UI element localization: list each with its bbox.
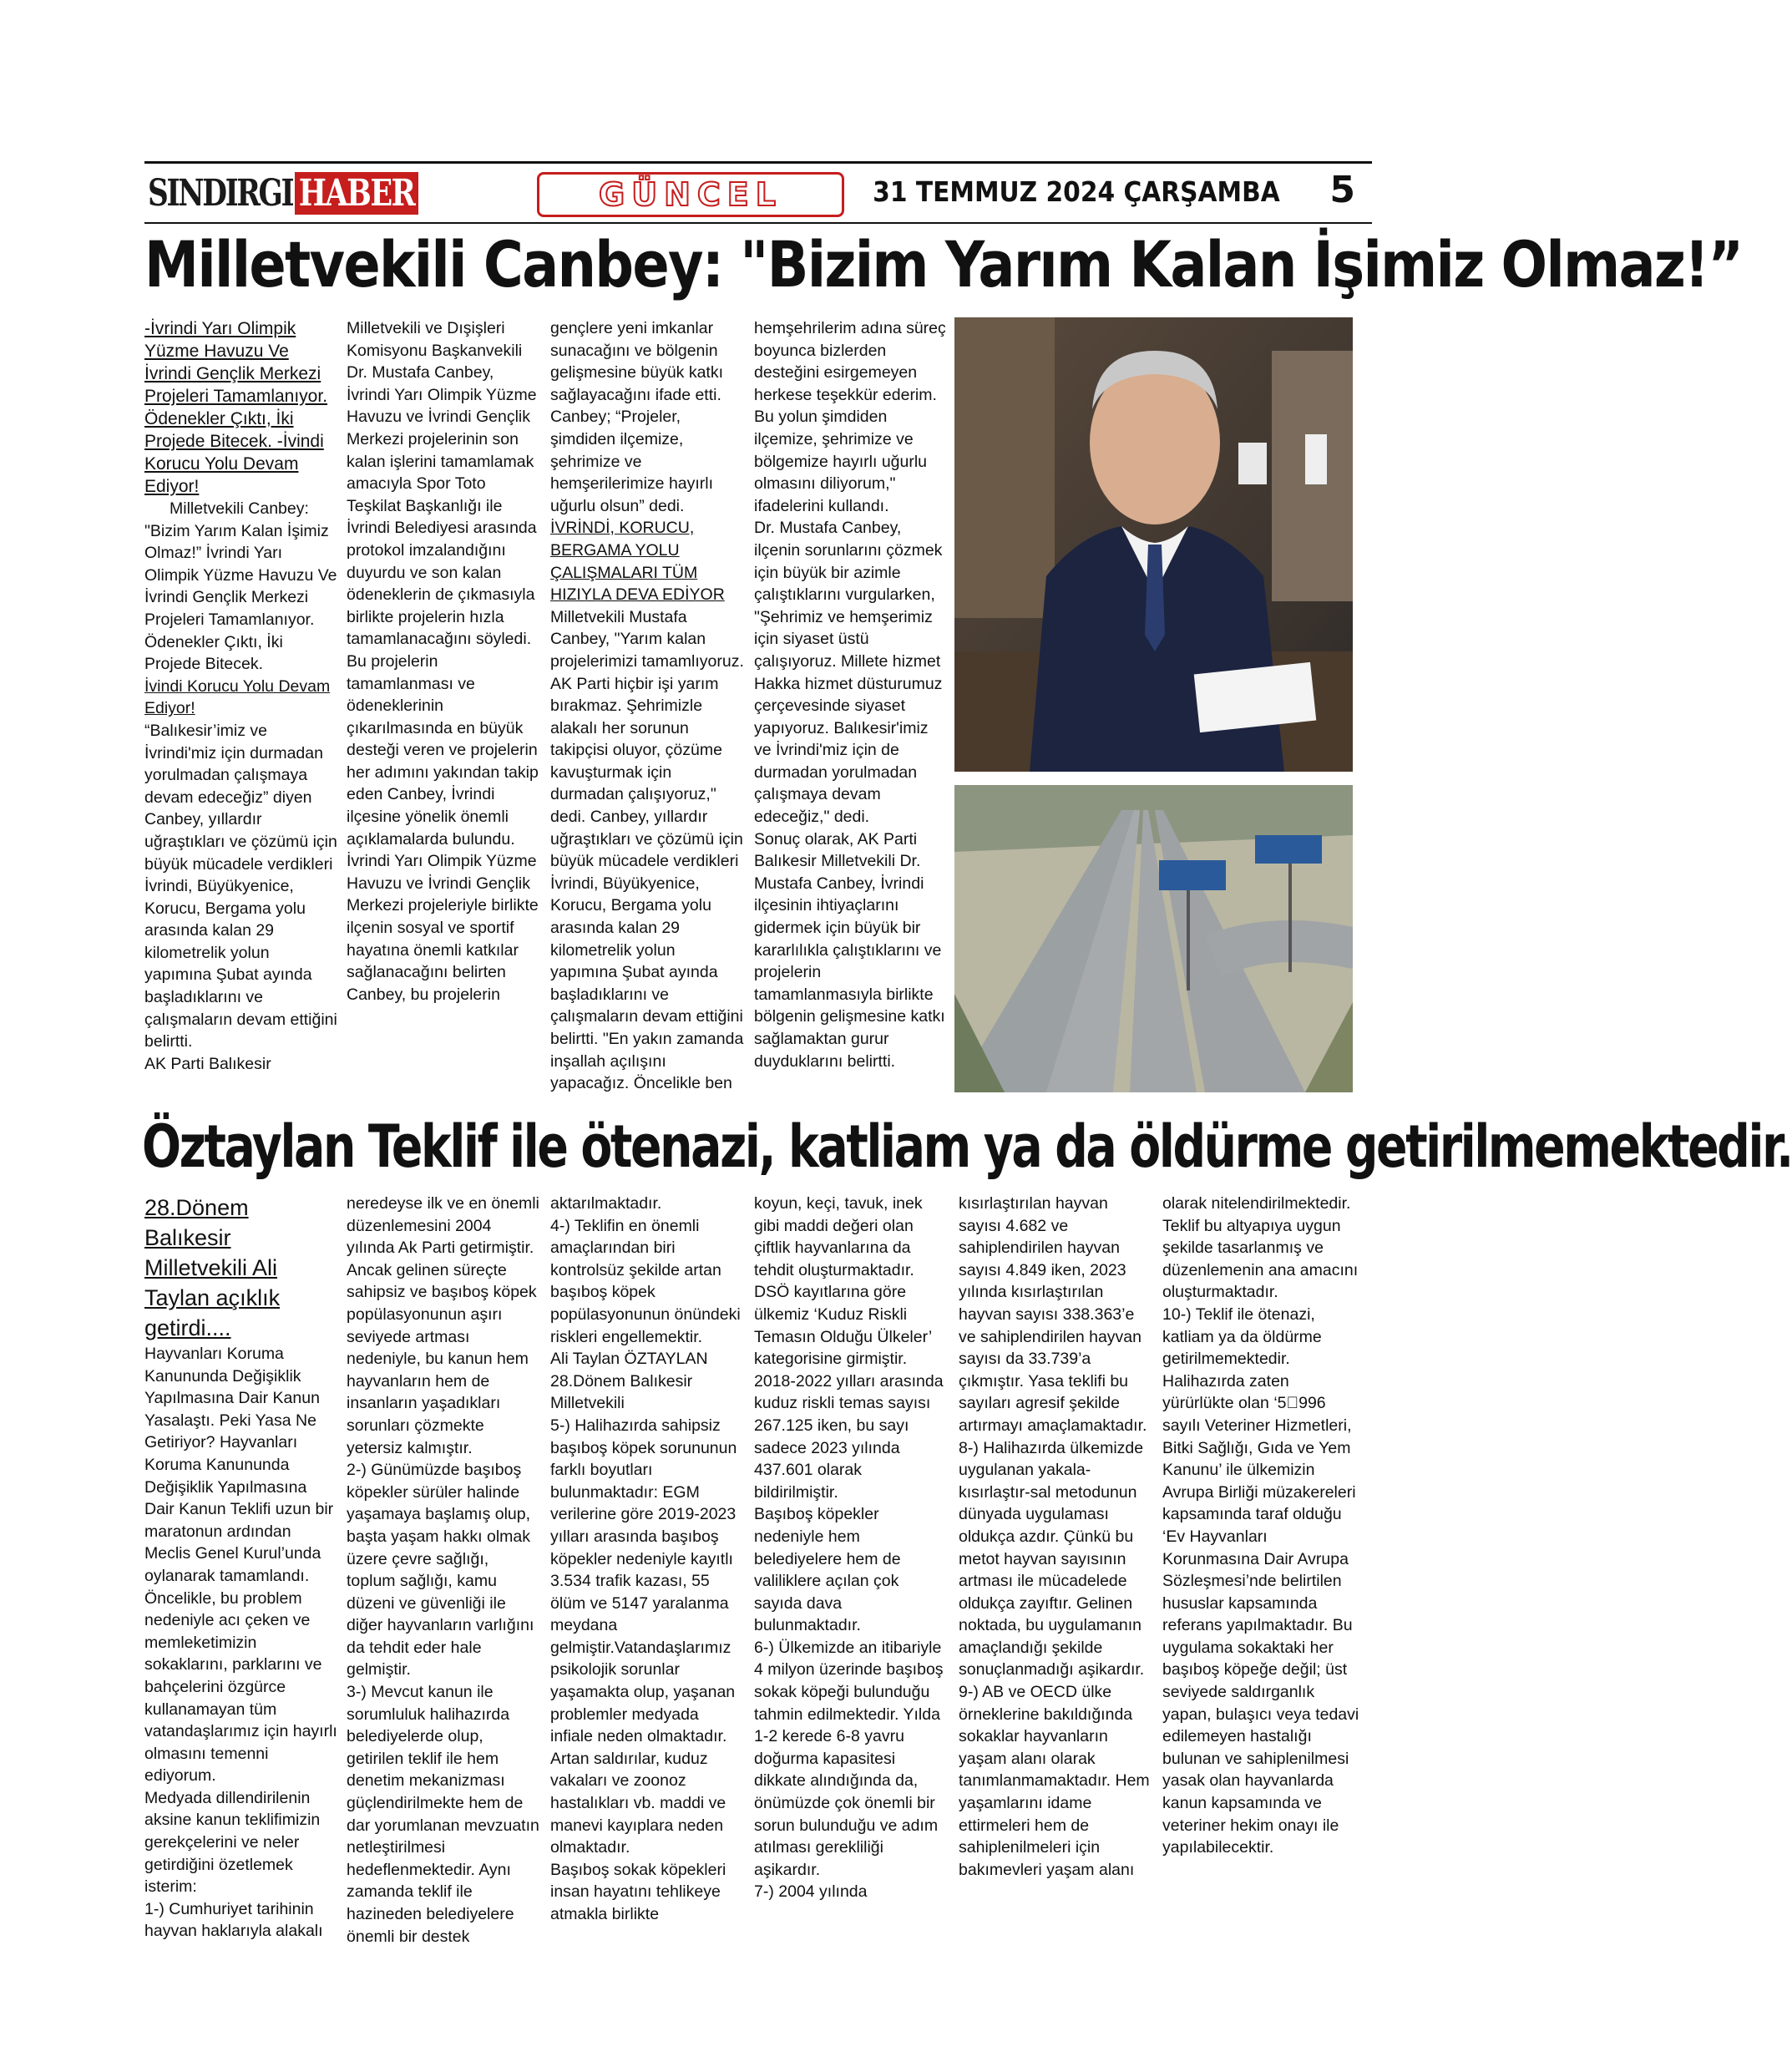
newspaper-logo — [148, 170, 449, 215]
paragraph: 4-) Teklifin en önemli amaçlarından biri kontrolsüz şekilde artan başıboş köpek popülasyonunun önündeki riskleri engellemektir. — [550, 1216, 741, 1346]
portrait-photo — [954, 317, 1353, 772]
article2-column-5 — [959, 1193, 1152, 1881]
article1-headline: Milletvekili Canbey: "Bizim Yarım Kalan İşimiz Olmaz!” — [144, 227, 1743, 301]
paragraph: Sonuç olarak, AK Parti Balıkesir Milletvekili Dr. Mustafa Canbey, İvrindi ilçesinin ihtiyaçlarını gidermek için büyük bir kararlılıkla çalıştıklarını ve projelerin tamamlanmasıyla birlikte bölgenin gelişmesine katkı sağlamaktan gurur duyduklarını belirtti. — [754, 829, 945, 1071]
logo-part2: HABER — [295, 172, 418, 215]
paragraph: Teklif bu altyapıya uygun şekilde tasarlanmış ve düzenlemenin ana amacını oluşturmaktadır. — [1162, 1216, 1359, 1302]
paragraph: 6-) Ülkemizde an itibariyle 4 milyon üzerinde başıboş sokak köpeği bulunduğu tahmin edilmektedir. Yılda 1-2 kerede 6-8 yavru doğurma kapasitesi dikkate alındığında da, önümüzde çok önemli bir sorun bulunduğu ve adım atılması gerekliliği aşikardır. — [754, 1638, 944, 1879]
paragraph: -İvrindi Yarı Olimpik Yüzme Havuzu Ve İvrindi Gençlik Merkezi Projeleri Tamamlanıyor. Ödenekler Çıktı, İki Projede Bitecek. -İvindi Korucu Yolu Devam Ediyor! — [144, 319, 328, 496]
paragraph: İVRİNDİ, KORUCU, BERGAMA YOLU ÇALIŞMALARI TÜM HIZIYLA DEVA EDİYOR — [550, 519, 725, 605]
section-label: GÜNCEL — [599, 176, 782, 213]
paragraph: koyun, keçi, tavuk, inek gibi maddi değeri olan çiftlik hayvanlarına da tehdit oluşturmaktadır. — [754, 1194, 923, 1279]
paragraph: gençlere yeni imkanlar sunacağını ve bölgenin gelişmesine büyük katkı sağlayacağını ifade etti. Canbey; “Projeler, şimdiden ilçemize, şehrimize ve hemşerilerimize hayırlı uğurlu olsun” dedi. — [550, 319, 724, 515]
paragraph: Milletvekili Canbey: "Bizim Yarım Kalan İşimiz Olmaz!” İvrindi Yarı Olimpik Yüzme Havuzu Ve İvrindi Gençlik Merkezi Projeleri Tamamlanıyor. Ödenekler Çıktı, İki Projede Bitecek. — [144, 499, 337, 674]
paragraph: kısırlaştırılan hayvan sayısı 4.682 ve sahiplendirilen hayvan sayısı 4.849 iken, 2023 yılında kısırlaştırılan hayvan sayısı 338.363’e ve sahiplendirilen hayvan sayısı da 33.739’a çıkmıştır. Yasa teklifi bu sayıları agresif şekilde artırmayı amaçlamaktadır. — [959, 1194, 1147, 1435]
section-badge — [537, 172, 844, 217]
paragraph: Hayvanları Koruma Kanununda Değişiklik Yapılmasına Dair Kanun Yasalaştı. Peki Yasa Ne Getiriyor? Hayvanları Koruma Kanununda Değişiklik Yapılmasına Dair Kanun Teklifi uzun bir maratonun ardından Meclis Genel Kurul’unda oylanarak tamamlandı. Öncelikle, bu problem nedeniyle acı çeken ve memleketimizin sokaklarını, parklarını ve bahçelerini özgürce kullanamayan tüm vatandaşlarımız için hayırlı olmasını temenni ediyorum. — [144, 1345, 337, 1786]
article2-headline: Öztaylan Teklif ile ötenazi, katliam ya da öldürme getirilmemektedir. — [142, 1112, 1792, 1181]
paragraph: Milletvekili Mustafa Canbey, "Yarım kalan projelerimizi tamamlıyoruz. AK Parti hiçbir işi yarım bırakmaz. Şehrimizle alakalı her sorunun takipçisi oluyor, çözüme kavuşturmak için durmadan çalışıyoruz," dedi. Canbey, yıllardır uğraştıkları ve çözümü için büyük mücadele verdikleri İvrindi, Büyükyenice, Korucu, Bergama yolu arasında kalan 29 kilometrelik yolun yapımına Şubat ayında başladıklarını ve çalışmaların devam ettiğini belirtti. "En yakın zamanda inşallah açılışını yapacağız. Öncelikle ben — [550, 607, 744, 1093]
paragraph: Başıboş sokak köpekleri insan hayatını tehlikeye atmakla birlikte — [550, 1860, 726, 1923]
paragraph: Bu projelerin tamamlanması ve ödeneklerinin çıkarılmasında en büyük desteği veren ve projelerin her adımını yakından takip eden Canbey, İvrindi ilçesine yönelik önemli açıklamalarda bulundu. — [347, 651, 539, 849]
page-number: 5 — [1329, 169, 1355, 211]
paragraph: Ali Taylan ÖZTAYLAN 28.Dönem Balıkesir Milletvekili — [550, 1350, 708, 1413]
paragraph: 1-) Cumhuriyet tarihinin hayvan haklarıyla alakalı — [144, 1899, 323, 1941]
paragraph: olarak nitelendirilmektedir. — [1162, 1194, 1351, 1213]
article2-column-1 — [144, 1193, 338, 1943]
article2-column-4 — [754, 1193, 948, 1903]
paragraph: Artan saldırılar, kuduz vakaları ve zoonoz hastalıkları vb. maddi ve manevi kayıplara neden olmaktadır. — [550, 1749, 726, 1857]
paragraph: Dr. Mustafa Canbey, ilçenin sorunlarını çözmek için büyük bir azimle çalıştıklarını vurgularken, "Şehrimiz ve hemşerimiz için siyaset üstü çalışıyoruz. Millete hizmet Hakka hizmet düsturumuz çerçevesinde siyaset yapıyoruz. Balıkesir'imiz ve İvrindi'miz için de durmadan yorulmadan çalışmaya devam edeceğiz," dedi. — [754, 519, 943, 827]
article2-column-3 — [550, 1193, 744, 1926]
paragraph: hemşehrilerim adına süreç boyunca bizlerden desteğini esirgemeyen herkese teşekkür ederim. Bu yolun şimdiden ilçemize, şehrimize ve bölgemize hayırlı uğurlu olmasını diliyorum," ifadelerini kullandı. — [754, 319, 946, 515]
paragraph: 3-) Mevcut kanun ile sorumluluk halihazırda belediyelerde olup, getirilen teklif ile hem denetim mekanizması güçlendirilmekte hem de dar yorumlanan mevzuatın netleştirilmesi hedeflenmektedir. Aynı zamanda teklif ile hazineden belediyelere önemli bir destek — [347, 1683, 539, 1946]
article1-column-4 — [754, 317, 948, 1072]
paragraph: Başıboş köpekler nedeniyle hem belediyelere hem de valiliklere açılan çok sayıda dava bulunmaktadır. — [754, 1505, 901, 1635]
paragraph: 10-) Teklif ile ötenazi, katliam ya da öldürme getirilmemektedir. — [1162, 1304, 1322, 1369]
paragraph: 5-) Halihazırda sahipsiz başıboş köpek sorununun farklı boyutları bulunmaktadır: EGM verilerine göre 2019-2023 yılları arasında başıboş köpekler nedeniyle kayıtlı 3.534 trafik kazası, 55 ölüm ve 5147 yaralanma meydana gelmiştir.Vatandaşlarımız psikolojik sorunlar yaşamakta olup, yaşanan problemler medyada infiale neden olmaktadır. — [550, 1416, 737, 1746]
logo-part1: SINDIRGI — [148, 171, 293, 215]
paragraph: 28.Dönem Balıkesir Milletvekili Ali Taylan açıklık getirdi.... — [144, 1195, 281, 1340]
paragraph: 9-) AB ve OECD ülke örneklerine bakıldığında sokaklar hayvanların yaşam alanı olarak tanımlanmamaktadır. Hem yaşamlarını idame ettirmeleri hem de sahiplenilmeleri için bakımevleri yaşam alanı — [959, 1683, 1150, 1879]
paragraph: 7-) 2004 yılında — [754, 1882, 868, 1902]
issue-date: 31 TEMMUZ 2024 ÇARŞAMBA — [873, 175, 1280, 208]
paragraph: İvindi Korucu Yolu Devam Ediyor! — [144, 676, 331, 718]
article1-column-2 — [347, 317, 540, 1006]
paragraph: “Balıkesir’imiz ve İvrindi'miz için durmadan yorulmadan çalışmaya devam edeceğiz” diyen Canbey, yıllardır uğraştıkları ve çözümü için büyük mücadele verdikleri İvrindi, Büyükyenice, Korucu, Bergama yolu arasında kalan 29 kilometrelik yolun yapımına Şubat ayında başladıklarını ve çalışmaların devam ettiğini belirtti. — [144, 721, 337, 1051]
paragraph: 8-) Halihazırda ülkemizde uygulanan yakala-kısırlaştır-sal metodunun dünyada uygulaması oldukça azdır. Çünkü bu metot hayvan sayısının artması ile mücadelede oldukça zayıftır. Gelinen noktada, bu uygulamanın amaçlandığı şekilde sonuçlanmadığı aşikardır. — [959, 1438, 1145, 1679]
article2-column-6 — [1162, 1193, 1363, 1859]
paragraph: aktarılmaktadır. — [550, 1194, 662, 1213]
paragraph: Medyada dillendirilenin aksine kanun teklifimizin gerekçelerini ve neler getirdiğini özetlemek isterim: — [144, 1788, 321, 1897]
article2-column-2 — [347, 1193, 540, 1948]
portrait-illustration — [954, 317, 1353, 772]
article1-column-1 — [144, 317, 338, 1075]
highway-photo — [954, 785, 1353, 1092]
paragraph: AK Parti Balıkesir — [144, 1054, 271, 1073]
paragraph: Milletvekili ve Dışişleri Komisyonu Başkanvekili Dr. Mustafa Canbey, İvrindi Yarı Olimpik Yüzme Havuzu ve İvrindi Gençlik Merkezi projelerinin son kalan işlerini tamamlamak amacıyla Spor Toto Teşkilat Başkanlığı ile İvrindi Belediyesi arasında protokol imzalandığını duyurdu ve son kalan ödeneklerin de çıkmasıyla birlikte projelerin hızla tamamlanacağını söyledi. — [347, 319, 537, 649]
paragraph: İvrindi Yarı Olimpik Yüzme Havuzu ve İvrindi Gençlik Merkezi projeleriyle birlikte ilçenin sosyal ve sportif hayatına önemli katkılar sağlanacağını belirten Canbey, bu projelerin — [347, 852, 539, 1004]
paragraph: 2-) Günümüzde başıboş köpekler sürüler halinde yaşamaya başlamış olup, başta yaşam hakkı olmak üzere çevre sağlığı, toplum sağlığı, kamu düzeni ve güvenliği ile diğer hayvanların varlığını da tehdit eder hale gelmiştir. — [347, 1461, 534, 1679]
masthead — [144, 161, 1372, 224]
highway-illustration — [954, 785, 1353, 1092]
paragraph: DSÖ kayıtlarına göre ülkemiz ‘Kuduz Riskli Temasın Olduğu Ülkeler’ kategorisine girmiştir. 2018-2022 yılları arasında kuduz riskli temas sayısı 267.125 iken, bu sayı sadece 2023 yılında 437.601 olarak bildirilmiştir. — [754, 1283, 944, 1502]
article1-column-3 — [550, 317, 744, 1095]
paragraph: Halihazırda zaten yürürlükte olan ‘5 996 sayılı Veteriner Hizmetleri, Bitki Sağlığı, Gıda ve Yem Kanunu’ ile ülkemizin Avrupa Birliği müzakereleri kapsamında taraf olduğu ‘Ev Hayvanları Korunmasına Dair Avrupa Sözleşmesi’nde belirtilen hususlar kapsamında referans yapılmaktadır. Bu uygulama sokaktaki her başıboş köpeğe değil; üst seviyede saldırganlık yapan, bulaşıcı veya tedavi edilemeyen hastalığı bulunan ve sahiplenilmesi yasak olan hayvanlarda kanun kapsamında ve veteriner hekim onayı ile yapılabilecektir. — [1162, 1371, 1361, 1857]
paragraph: neredeyse ilk ve en önemli düzenlemesini 2004 yılında Ak Parti getirmiştir. Ancak gelinen süreçte sahipsiz ve başıboş köpek popülasyonunun aşırı seviyede artması nedeniyle, bu kanun hem hayvanların hem de insanların yaşadıkları sorunları çözmekte yetersiz kalmıştır. — [347, 1194, 539, 1457]
